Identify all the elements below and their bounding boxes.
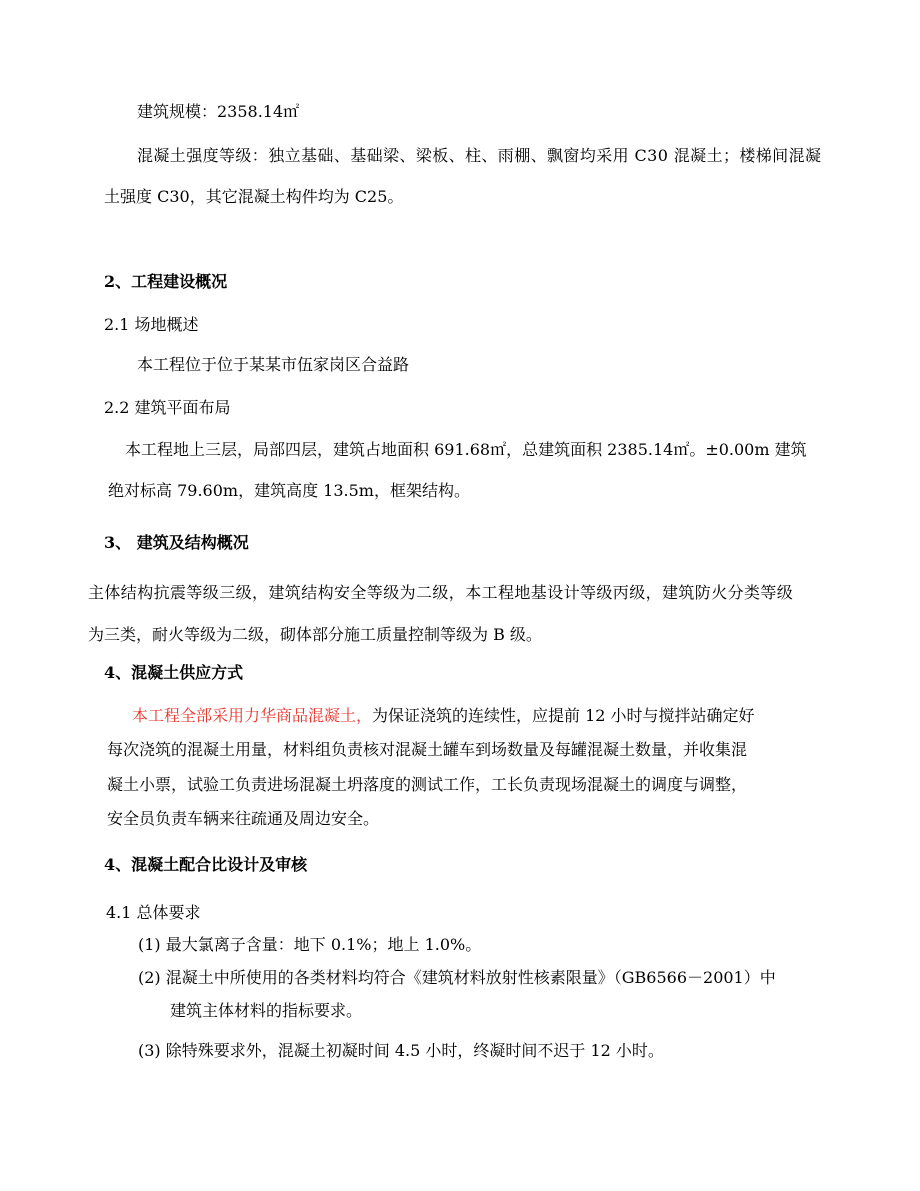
concrete-strength-text-line2: 土强度 C30，其它混凝土构件均为 C25。 [104,187,404,206]
site-overview-text: 本工程位于位于某某市伍家岗区合益路 [137,355,410,374]
concrete-supply-text-line3: 凝土小票，试验工负责进场混凝土坍落度的测试工作，工长负责现场混凝土的调度与调整， [107,775,748,794]
requirement-item-2-line1: (2) 混凝土中所使用的各类材料均符合《建筑材料放射性核素限量》（GB6566－2001）中 [138,968,776,987]
section-heading-construction-overview: 2、工程建设概况 [104,272,228,291]
section-heading-mix-design: 4、混凝土配合比设计及审核 [104,855,308,874]
concrete-supply-text-line1 [132,706,755,726]
floor-layout-text-line2: 绝对标高 79.60m，建筑高度 13.5m，框架结构。 [108,481,470,500]
subsection-title-general-requirements: 4.1 总体要求 [106,903,201,922]
requirement-item-3: (3) 除特殊要求外，混凝土初凝时间 4.5 小时，终凝时间不迟于 12 小时。 [138,1041,664,1060]
building-scale-text: 建筑规模：2358.14㎡ [137,102,300,121]
concrete-supply-text-line4: 安全员负责车辆来往疏通及周边安全。 [107,809,380,828]
section-heading-structure-overview: 3、 建筑及结构概况 [104,533,249,552]
concrete-strength-text-line1: 混凝土强度等级：独立基础、基础梁、梁板、柱、雨棚、飘窗均采用 C30 混凝土；楼梯间混凝 [137,146,822,165]
requirement-item-1: (1) 最大氯离子含量：地下 0.1%；地上 1.0%。 [138,935,482,954]
subsection-title-floor-layout: 2.2 建筑平面布局 [104,398,231,417]
concrete-supply-text-line2: 每次浇筑的混凝土用量，材料组负责核对混凝土罐车到场数量及每罐混凝土数量，并收集混 [107,740,748,759]
concrete-supply-highlight: 本工程全部采用力华商品混凝土， [132,706,373,725]
subsection-title-site-overview: 2.1 场地概述 [104,315,199,334]
concrete-supply-line1-rest: 为保证浇筑的连续性，应提前 12 小时与搅拌站确定好 [372,706,755,725]
requirement-item-2-line2: 建筑主体材料的指标要求。 [170,1001,363,1020]
structure-overview-text-line2: 为三类，耐火等级为二级，砌体部分施工质量控制等级为 B 级。 [88,625,542,644]
floor-layout-text-line1: 本工程地上三层，局部四层，建筑占地面积 691.68㎡，总建筑面积 2385.14㎡。±0.00m 建筑 [125,440,807,459]
section-heading-concrete-supply: 4、混凝土供应方式 [104,663,244,682]
structure-overview-text-line1: 主体结构抗震等级三级，建筑结构安全等级为二级，本工程地基设计等级丙级，建筑防火分类等级 [88,583,794,602]
